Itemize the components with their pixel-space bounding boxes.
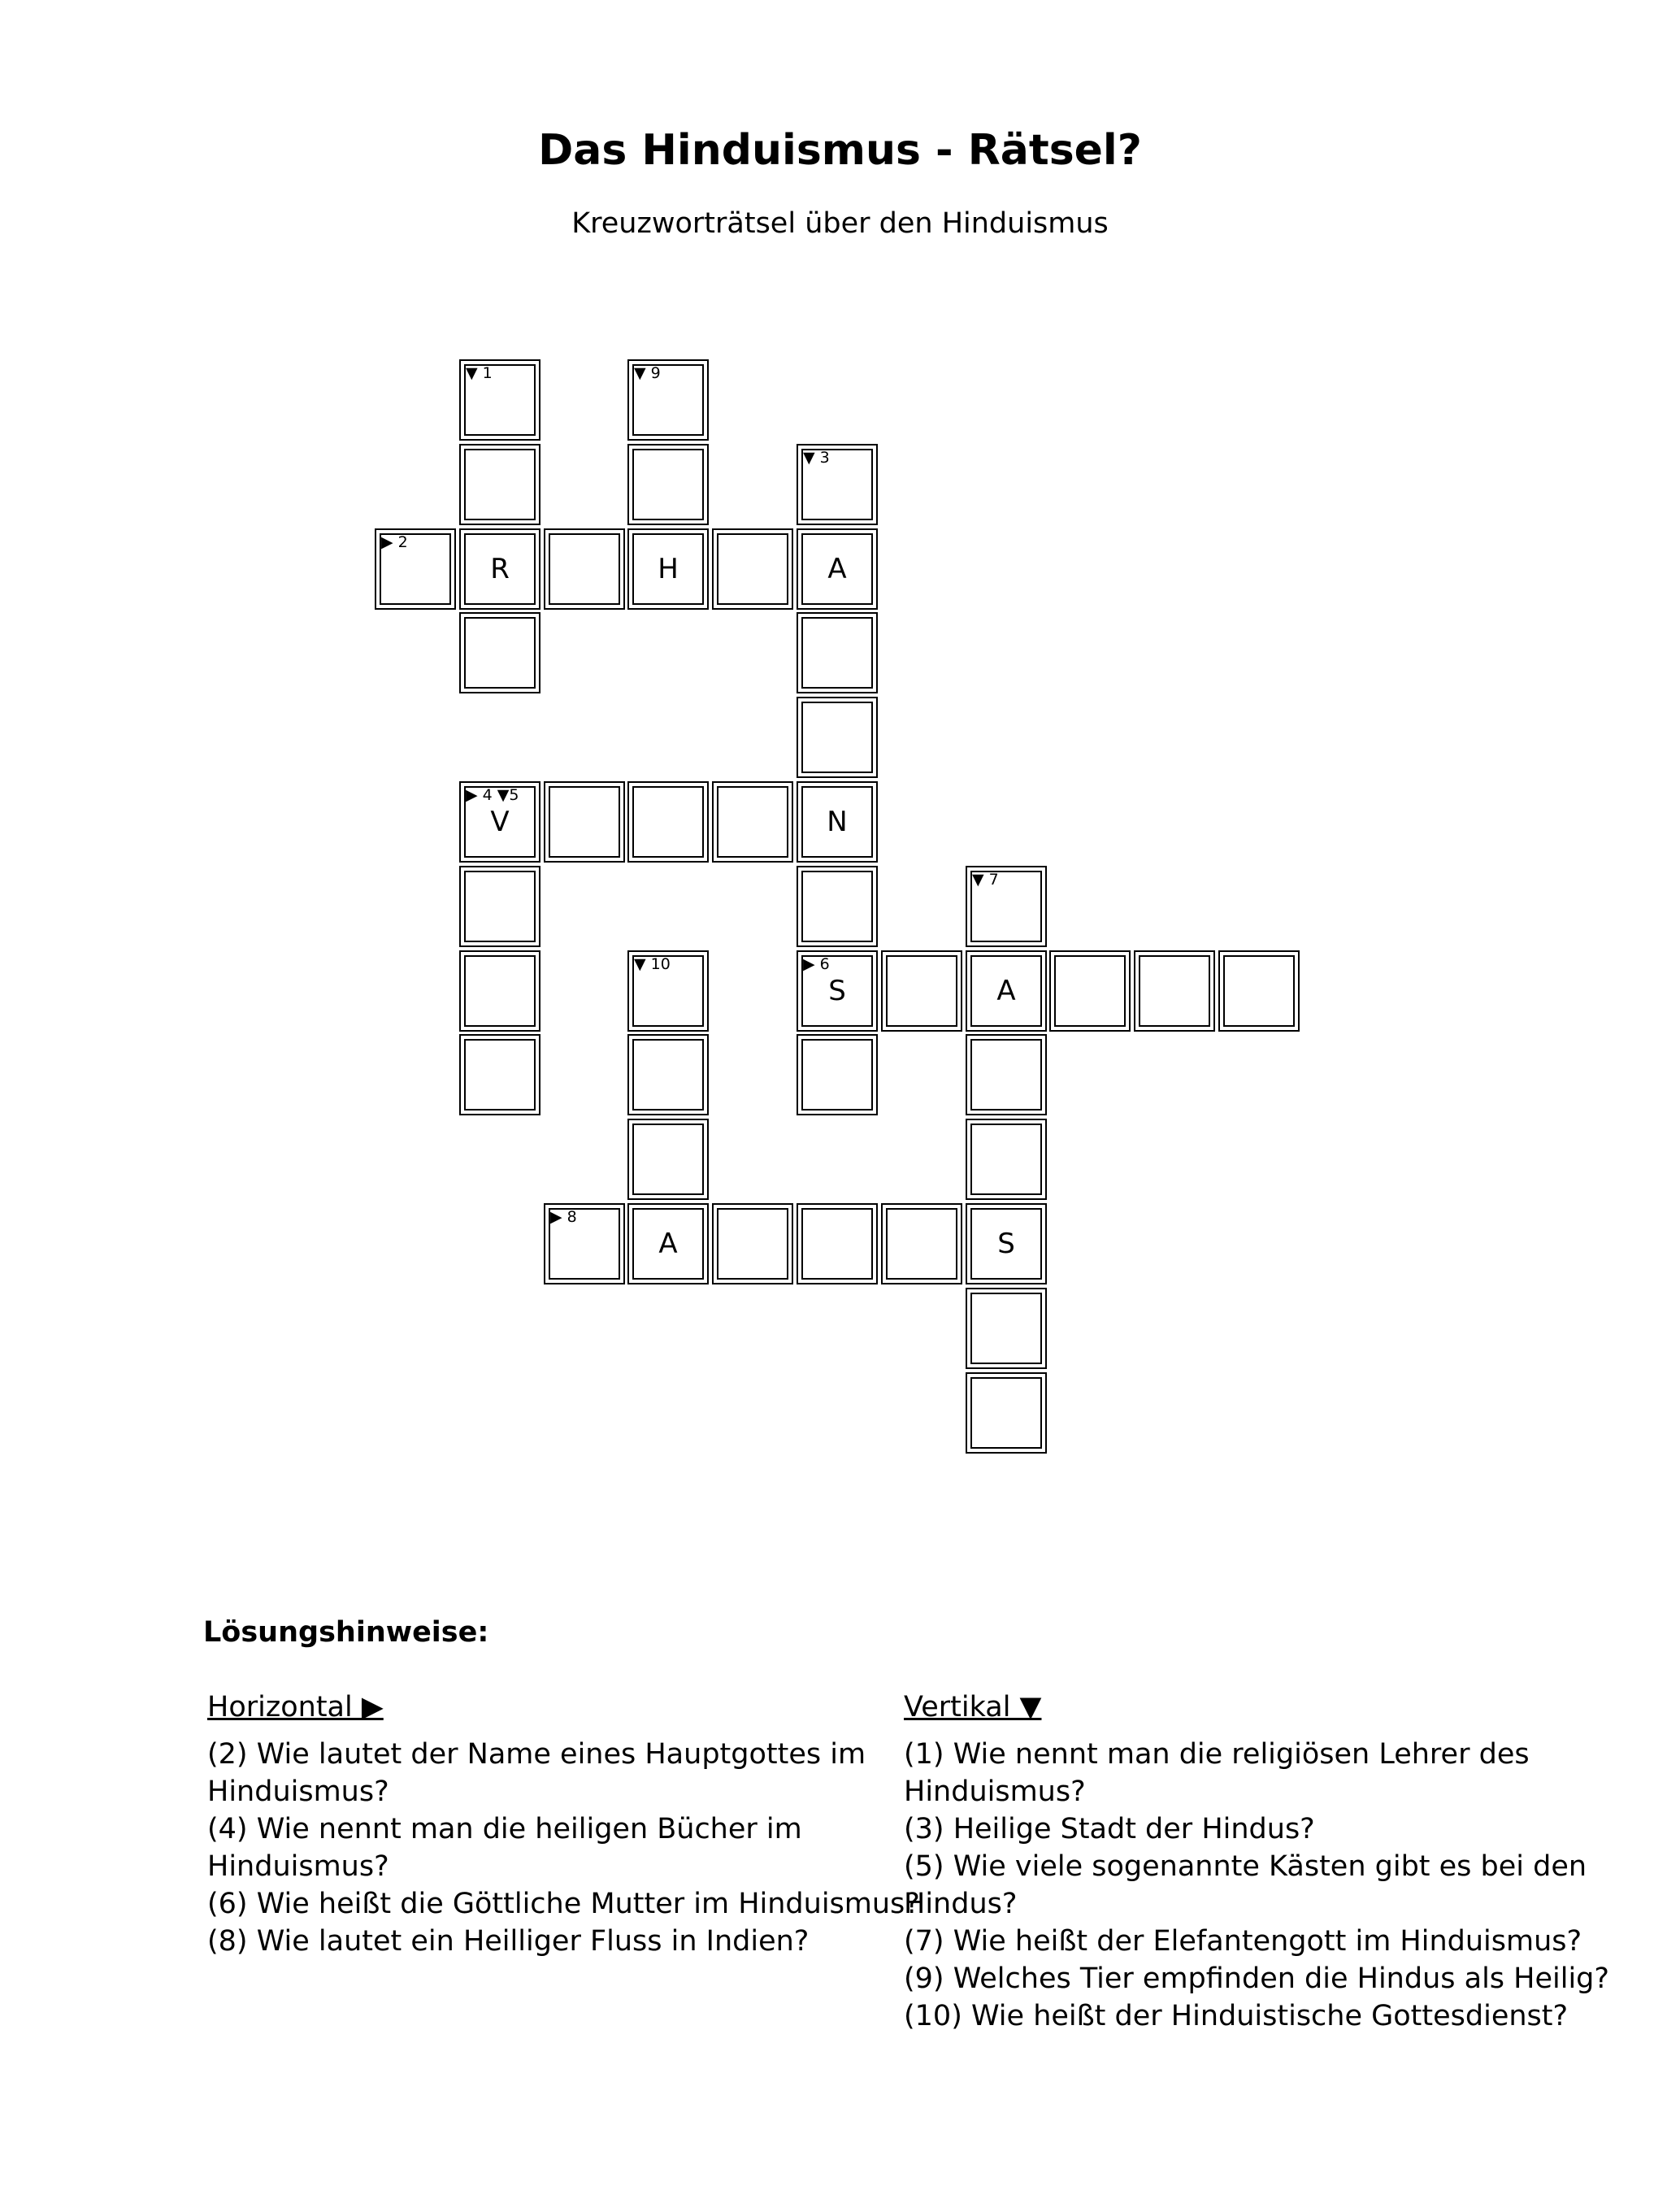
clue-number: ▼ 1 <box>466 364 493 382</box>
crossword-cell[interactable] <box>797 950 878 1032</box>
crossword-cell[interactable] <box>966 1119 1047 1200</box>
crossword-cell[interactable] <box>797 866 878 947</box>
crossword-cell[interactable] <box>1134 950 1215 1032</box>
crossword-cell[interactable] <box>797 612 878 693</box>
clue-number: ▼ 10 <box>634 955 671 973</box>
crossword-cell[interactable] <box>459 866 540 947</box>
crossword-cell[interactable] <box>459 528 540 610</box>
clue-item: (3) Heilige Stadt der Hindus? <box>904 1813 1315 1845</box>
crossword-cell[interactable] <box>966 1203 1047 1284</box>
clue-number: ▼ 7 <box>972 871 999 889</box>
crossword-cell[interactable] <box>459 444 540 525</box>
clue-number: ▶ 4 ▼5 <box>466 786 519 804</box>
cell-letter: S <box>997 1228 1015 1260</box>
crossword-cell[interactable] <box>797 444 878 525</box>
crossword-cell[interactable] <box>375 528 456 610</box>
crossword-cell[interactable] <box>966 1288 1047 1369</box>
cell-letter: A <box>827 553 847 585</box>
crossword-cell[interactable] <box>627 528 709 610</box>
horizontal-clue-list <box>207 1736 939 1960</box>
clue-number: ▶ 6 <box>803 955 830 973</box>
horizontal-clues <box>207 1687 939 1960</box>
crossword-cell[interactable] <box>797 697 878 778</box>
clue-item: (2) Wie lautet der Name eines Hauptgottes im Hinduismus? <box>207 1738 866 1808</box>
clue-number: ▶ 2 <box>381 533 408 551</box>
clue-item: (1) Wie nennt man die religiösen Lehrer des Hinduismus? <box>904 1738 1530 1808</box>
clue-item: (8) Wie lautet ein Heilliger Fluss in Indien? <box>207 1925 810 1958</box>
cell-letter: H <box>658 553 679 585</box>
crossword-cell[interactable] <box>966 866 1047 947</box>
cell-letter: V <box>490 806 510 838</box>
cell-letter: A <box>658 1228 678 1260</box>
crossword-cell[interactable] <box>459 950 540 1032</box>
crossword-cell[interactable] <box>627 1119 709 1200</box>
crossword-cell[interactable] <box>544 781 625 863</box>
crossword-cell[interactable] <box>1218 950 1300 1032</box>
crossword-cell[interactable] <box>459 359 540 441</box>
crossword-cell[interactable] <box>797 528 878 610</box>
clue-number: ▼ 3 <box>803 449 830 467</box>
crossword-cell[interactable] <box>797 1203 878 1284</box>
clue-item: (4) Wie nennt man die heiligen Bücher im Hinduismus? <box>207 1813 802 1883</box>
crossword-cell[interactable] <box>712 781 793 863</box>
crossword-cell[interactable] <box>627 1203 709 1284</box>
crossword-cell[interactable] <box>459 1034 540 1115</box>
hints-title: Lösungshinweise: <box>203 1616 489 1649</box>
crossword-cell[interactable] <box>544 1203 625 1284</box>
clue-item: (10) Wie heißt der Hinduistische Gottesdienst? <box>904 2000 1569 2032</box>
crossword-cell[interactable] <box>627 950 709 1032</box>
crossword-cell[interactable] <box>881 950 962 1032</box>
crossword-cell[interactable] <box>627 1034 709 1115</box>
clue-item: (9) Welches Tier empfinden die Hindus als Heilig? <box>904 1962 1609 1995</box>
cell-letter: N <box>827 806 848 838</box>
crossword-cell[interactable] <box>627 781 709 863</box>
page-title: Das Hinduismus - Rätsel? <box>538 126 1142 175</box>
crossword-cell[interactable] <box>712 528 793 610</box>
vertical-clues <box>904 1687 1635 2035</box>
vertical-heading: Vertikal ▼ <box>904 1691 1042 1723</box>
crossword-cell[interactable] <box>966 1372 1047 1454</box>
vertical-clue-list <box>904 1736 1635 2035</box>
crossword-cell[interactable] <box>459 612 540 693</box>
crossword-cell[interactable] <box>797 781 878 863</box>
clue-item: (6) Wie heißt die Göttliche Mutter im Hinduismus? <box>207 1888 920 1920</box>
clue-item: (7) Wie heißt der Elefantengott im Hinduismus? <box>904 1925 1582 1958</box>
clue-item: (5) Wie viele sogenannte Kästen gibt es bei den Hindus? <box>904 1850 1587 1920</box>
cell-letter: A <box>996 975 1016 1007</box>
crossword-cell[interactable] <box>544 528 625 610</box>
horizontal-heading: Horizontal ▶ <box>207 1691 384 1723</box>
crossword-cell[interactable] <box>881 1203 962 1284</box>
clue-number: ▼ 9 <box>634 364 661 382</box>
crossword-cell[interactable] <box>459 781 540 863</box>
crossword-cell[interactable] <box>1049 950 1131 1032</box>
crossword-cell[interactable] <box>966 1034 1047 1115</box>
clue-number: ▶ 8 <box>550 1208 577 1226</box>
crossword-cell[interactable] <box>627 444 709 525</box>
crossword-cell[interactable] <box>627 359 709 441</box>
crossword-cell[interactable] <box>966 950 1047 1032</box>
page-subtitle: Kreuzworträtsel über den Hinduismus <box>571 207 1109 240</box>
crossword-cell[interactable] <box>797 1034 878 1115</box>
crossword-cell[interactable] <box>712 1203 793 1284</box>
cell-letter: R <box>490 553 510 585</box>
cell-letter: S <box>828 975 846 1007</box>
